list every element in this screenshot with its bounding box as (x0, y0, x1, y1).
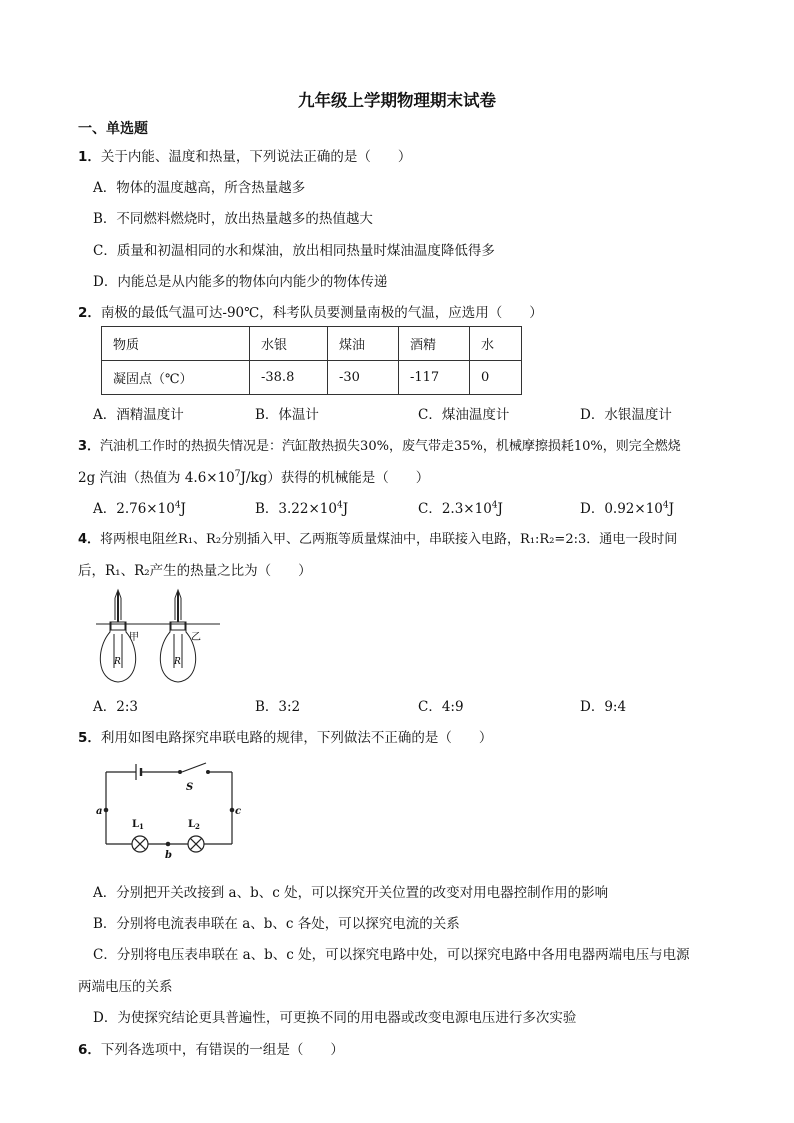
option-unit: J (180, 501, 186, 517)
label-yi: 乙 (191, 632, 201, 643)
table-row (102, 361, 522, 395)
node-b-label: b (165, 850, 172, 860)
table-cell: 水 (470, 327, 522, 361)
table-cell: 0 (470, 361, 522, 395)
stopper-left (111, 622, 125, 630)
question-2 (78, 301, 543, 321)
table-cell: 物质 (102, 327, 250, 361)
switch-label: S (186, 782, 194, 793)
switch-contact (206, 770, 210, 774)
option-a (93, 497, 186, 517)
question-1 (78, 145, 411, 165)
option-c-continuation: 两端电压的关系 (78, 979, 173, 995)
page-title: 九年级上学期物理期末试卷 (298, 91, 496, 110)
lamp-l2-label: $L_2$ (188, 819, 200, 831)
option-c: C．4:9 (418, 699, 464, 715)
question-stem: 利用如图电路探究串联电路的规律，下列做法不正确的是（ ） (100, 730, 493, 746)
section-heading: 一、单选题 (78, 121, 148, 137)
option-a: A．酒精温度计 (93, 407, 184, 423)
option-c: C．质量和初温相同的水和煤油，放出相同热量时煤油温度降低得多 (93, 243, 495, 259)
question-number: 4． (78, 532, 101, 547)
option-a: A．分别把开关改接到 a、b、c 处，可以探究开关位置的改变对用电器控制作用的影响 (93, 885, 609, 901)
question-3-continuation (78, 466, 429, 486)
question-stem: 南极的最低气温可达-90℃，科考队员要测量南极的气温，应选用（ ） (100, 305, 543, 321)
node-a (104, 808, 109, 813)
exponent: 4 (336, 500, 343, 511)
option-unit: J (668, 501, 675, 517)
resistor-label: R (114, 657, 121, 667)
node-b (166, 842, 171, 847)
option-b (255, 497, 348, 517)
option-unit: J (497, 501, 503, 517)
question-6 (78, 1038, 344, 1058)
question-stem: 下列各选项中，有错误的一组是（ ） (100, 1042, 344, 1058)
switch-lever (182, 763, 206, 772)
node-c (230, 808, 235, 813)
table-row (102, 327, 522, 361)
table-cell: -117 (399, 361, 470, 395)
question-5 (78, 726, 492, 746)
option-d: D．9:4 (580, 699, 627, 715)
option-b: B．3:2 (255, 699, 301, 715)
option-text: D．0.92×10 (580, 501, 663, 517)
option-d: D．水银温度计 (580, 407, 672, 423)
question-number: 1． (78, 149, 101, 165)
bottle-left (100, 622, 135, 682)
question-4-continuation: 后，R₁、R₂产生的热量之比为（ ） (78, 563, 312, 579)
question-stem: 汽油机工作时的热损失情况是：汽缸散热损失30%，废气带走35%，机械摩擦损耗10%，则完全燃烧 (100, 439, 681, 454)
option-text: C．2.3×10 (418, 501, 492, 517)
label-jia: 甲 (129, 632, 139, 643)
exponent: 4 (491, 500, 498, 511)
question-stem: 将两根电阻丝R₁、R₂分别插入甲、乙两瓶等质量煤油中，串联接入电路，R₁:R₂=2:3．通电一段时间 (100, 532, 678, 547)
option-a: A．物体的温度越高，所含热量越多 (93, 180, 306, 196)
table-cell: 酒精 (399, 327, 470, 361)
table-cell: 水银 (250, 327, 328, 361)
resistor-label: R (174, 657, 181, 667)
stem-text: 2g 汽油（热值为 4.6×10 (78, 470, 235, 486)
question-number: 6． (78, 1042, 101, 1058)
table-cell: 煤油 (328, 327, 399, 361)
option-d: D．为使探究结论更具普遍性，可更换不同的用电器或改变电源电压进行多次实验 (93, 1010, 577, 1026)
series-circuit-figure (94, 760, 244, 860)
exponent: 7 (234, 469, 241, 480)
question-number: 2． (78, 305, 101, 321)
option-a: A．2:3 (93, 699, 138, 715)
question-stem: 关于内能、温度和热量，下列说法正确的是（ ） (100, 149, 412, 165)
bottle-right (160, 622, 195, 682)
heating-bottles-figure (92, 588, 232, 688)
table-cell: 凝固点（℃） (102, 361, 250, 395)
option-c: C．煤油温度计 (418, 407, 510, 423)
exponent: 4 (662, 500, 669, 511)
option-b: B．不同燃料燃烧时，放出热量越多的热值越大 (93, 211, 373, 227)
freezing-point-table (101, 326, 522, 395)
option-unit: J (342, 501, 349, 517)
question-number: 5． (78, 730, 101, 746)
table-cell: -30 (328, 361, 399, 395)
question-number: 3． (78, 439, 101, 454)
option-c: C．分别将电压表串联在 a、b、c 处，可以探究电路中处，可以探究电路中各用电器两端电压与电源 (93, 947, 690, 963)
option-d: D．内能总是从内能多的物体向内能少的物体传递 (93, 274, 388, 290)
node-a-label: a (96, 806, 103, 817)
option-c (418, 497, 503, 517)
lamp-l1-label: $L_1$ (132, 819, 144, 831)
option-text: A．2.76×10 (93, 501, 175, 517)
option-d (580, 497, 674, 517)
table-cell: -38.8 (250, 361, 328, 395)
question-3 (78, 435, 681, 454)
option-text: B．3.22×10 (255, 501, 337, 517)
option-b: B．体温计 (255, 407, 319, 423)
exponent: 4 (174, 500, 181, 511)
option-b: B．分别将电流表串联在 a、b、c 各处，可以探究电流的关系 (93, 916, 460, 932)
stopper-right (171, 622, 185, 630)
stem-text: J/kg）获得的机械能是（ ） (240, 470, 430, 486)
node-c-label: c (235, 806, 242, 817)
question-4 (78, 528, 677, 547)
switch-contact (178, 770, 182, 774)
